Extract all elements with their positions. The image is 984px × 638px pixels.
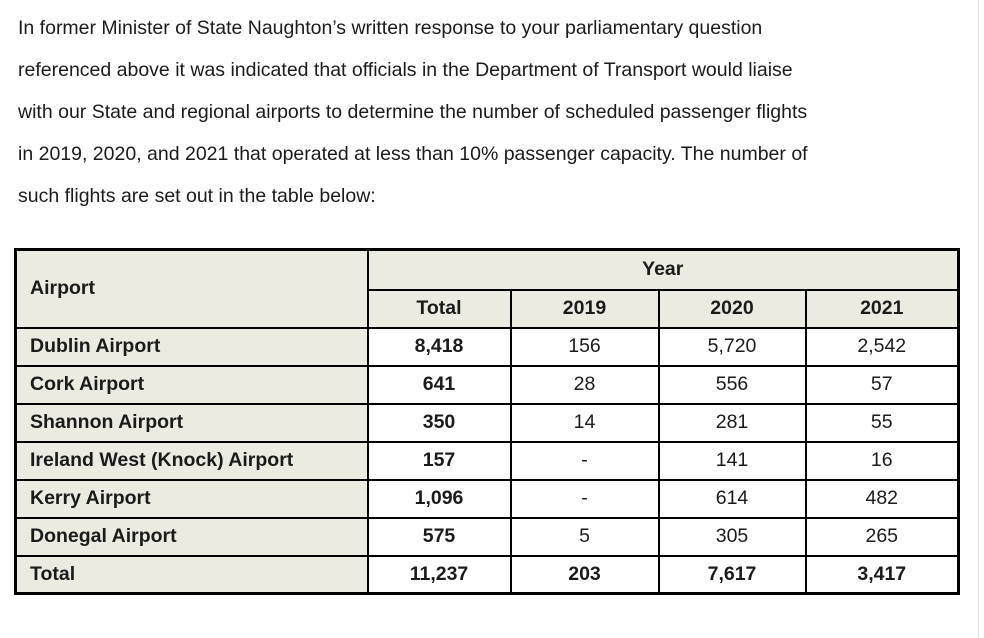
year-2021-cell: 482 [806,480,959,518]
column-header-2021: 2021 [806,290,959,328]
paragraph-line: such flights are set out in the table below: [18,185,376,207]
paragraph-line: with our State and regional airports to determine the number of scheduled passenger flights [18,101,808,123]
airport-name-cell: Kerry Airport [16,480,368,518]
airport-column-header: Airport [16,250,368,328]
paragraph-line: In former Minister of State Naughton’s written response to your parliamentary question [18,17,763,39]
year-2020-cell: 5,720 [659,328,806,366]
column-header-total: Total [368,290,511,328]
airport-name-cell: Donegal Airport [16,518,368,556]
airport-name-cell: Shannon Airport [16,404,368,442]
table-row [16,518,959,556]
total-value-cell: 157 [368,442,511,480]
year-2019-cell: 5 [511,518,659,556]
paragraph-line: referenced above it was indicated that officials in the Department of Transport would liaise [18,59,793,81]
table-row [16,328,959,366]
column-header-2019: 2019 [511,290,659,328]
total-value-cell: 350 [368,404,511,442]
airport-name-cell: Ireland West (Knock) Airport [16,442,368,480]
year-group-header: Year [368,250,959,290]
year-2019-cell: 203 [511,556,659,594]
year-2019-cell: - [511,442,659,480]
table-header-row [16,250,959,290]
total-value-cell: 1,096 [368,480,511,518]
total-value-cell: 641 [368,366,511,404]
year-2021-cell: 57 [806,366,959,404]
airport-name-cell: Cork Airport [16,366,368,404]
year-2019-cell: 14 [511,404,659,442]
year-2021-cell: 16 [806,442,959,480]
year-2021-cell: 55 [806,404,959,442]
table-row [16,442,959,480]
table-row [16,404,959,442]
paragraph-line: in 2019, 2020, and 2021 that operated at less than 10% passenger capacity. The number of [18,143,808,165]
year-2019-cell: 28 [511,366,659,404]
year-2019-cell: 156 [511,328,659,366]
page-edge-line [978,0,979,638]
year-2021-cell: 3,417 [806,556,959,594]
total-value-cell: 575 [368,518,511,556]
year-2020-cell: 614 [659,480,806,518]
airport-name-cell: Dublin Airport [16,328,368,366]
year-2020-cell: 556 [659,366,806,404]
table-row [16,366,959,404]
year-2021-cell: 2,542 [806,328,959,366]
intro-paragraph [18,7,968,217]
flights-table [14,248,960,595]
year-2021-cell: 265 [806,518,959,556]
year-2019-cell: - [511,480,659,518]
table-total-row [16,556,959,594]
total-value-cell: 11,237 [368,556,511,594]
year-2020-cell: 281 [659,404,806,442]
table-row [16,480,959,518]
year-2020-cell: 141 [659,442,806,480]
total-value-cell: 8,418 [368,328,511,366]
year-2020-cell: 305 [659,518,806,556]
year-2020-cell: 7,617 [659,556,806,594]
total-row-label: Total [16,556,368,594]
column-header-2020: 2020 [659,290,806,328]
